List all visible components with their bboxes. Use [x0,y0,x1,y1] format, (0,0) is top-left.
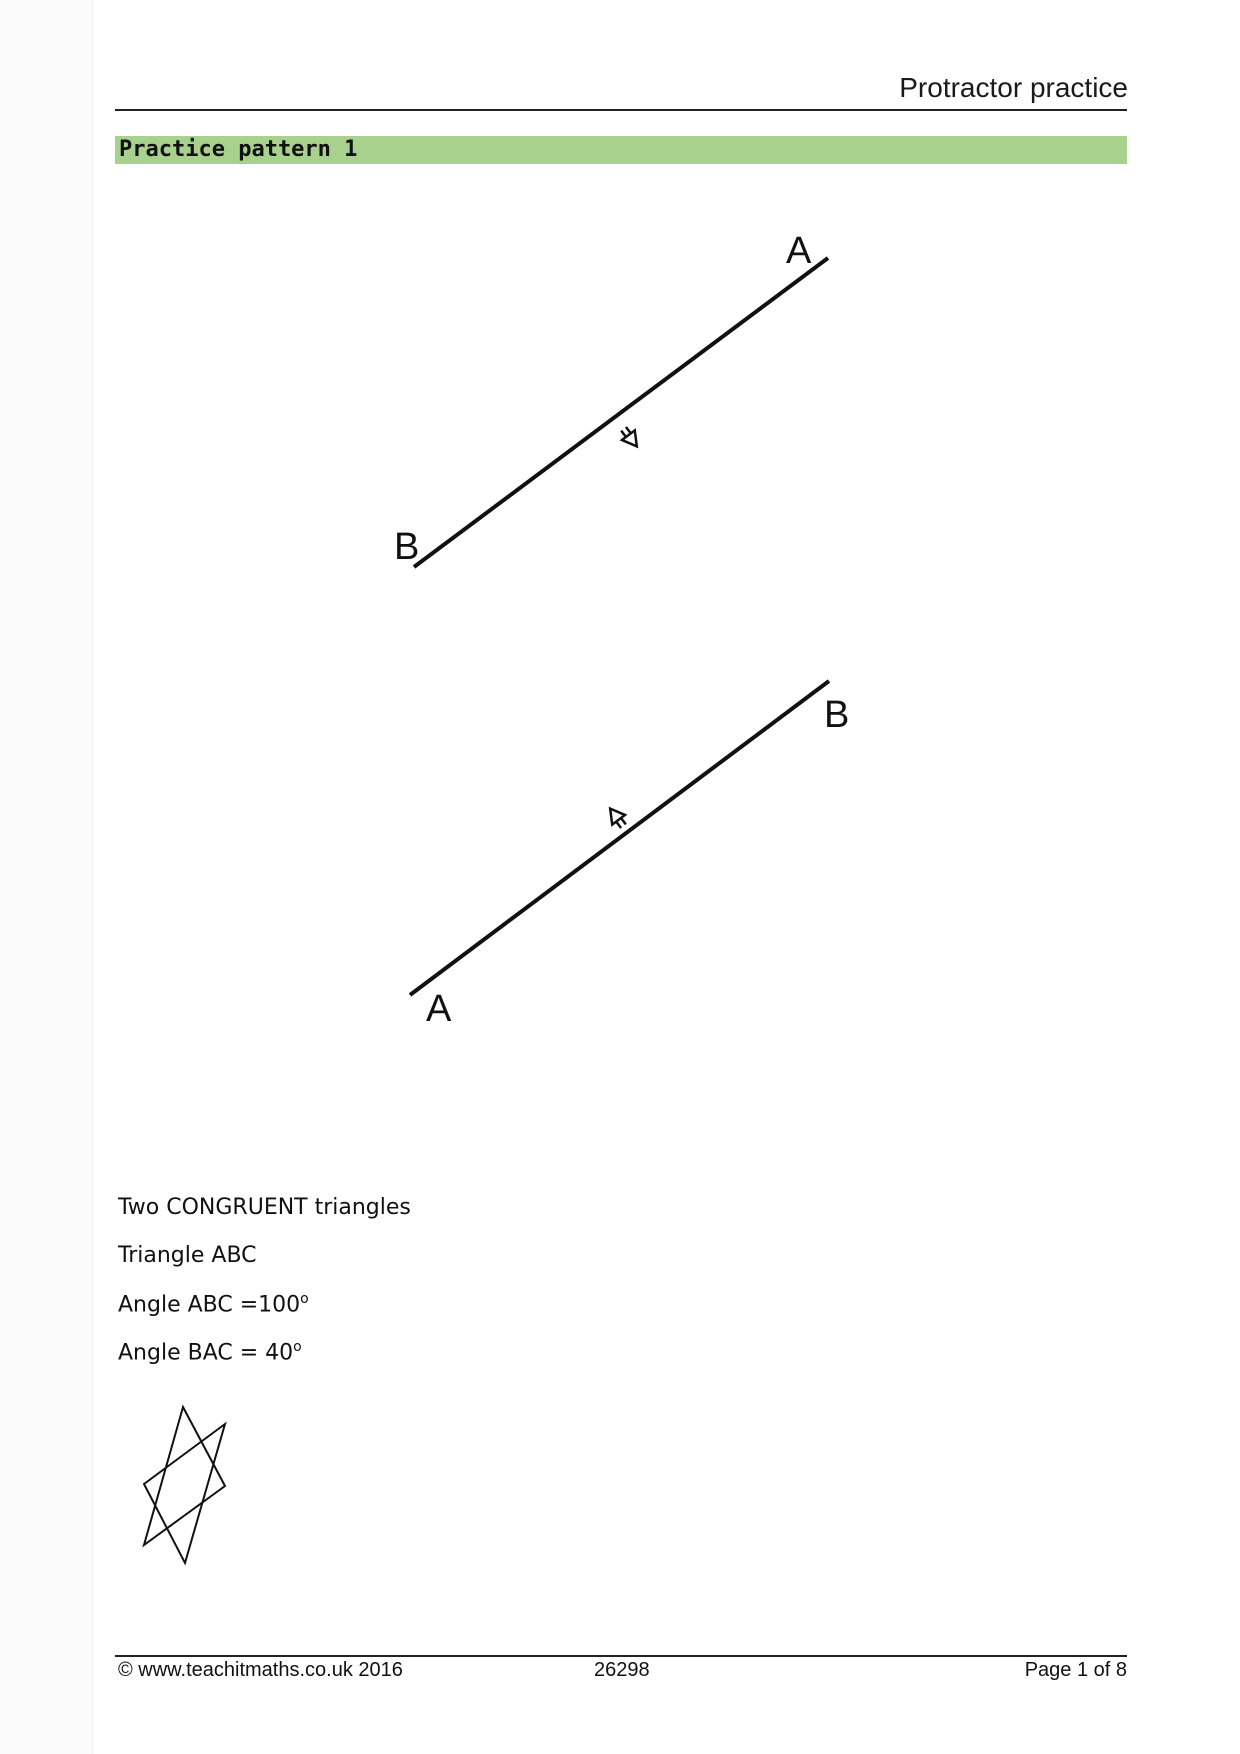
line-segment-ab-2 [410,681,829,995]
info-line-congruent: Two CONGRUENT triangles [118,1195,411,1220]
arrow-marker-icon [617,424,643,451]
degree-mark: o [300,1291,309,1307]
degree-mark: o [293,1339,302,1355]
footer-copyright: © www.teachitmaths.co.uk 2016 [118,1659,403,1681]
point-label-a-1: A [786,230,812,272]
triangle-sketch-2 [144,1424,225,1563]
line-segment-ab-1 [414,258,828,567]
footer-resource-code: 26298 [594,1659,650,1681]
footer-divider [115,1655,1127,1657]
angle-abc-text: Angle ABC =100 [118,1292,301,1318]
section-title: Practice pattern 1 [119,137,358,162]
page-title: Protractor practice [899,72,1128,103]
info-line-angle-abc [118,1291,309,1317]
point-label-a-2: A [426,988,452,1030]
info-line-triangle: Triangle ABC [118,1243,257,1268]
arrow-marker-icon [604,804,630,831]
point-label-b-2: B [824,694,850,736]
angle-bac-text: Angle BAC = 40 [118,1340,294,1366]
point-label-b-1: B [394,526,420,568]
info-line-angle-bac [118,1339,302,1365]
footer-page-number: Page 1 of 8 [1024,1659,1127,1681]
